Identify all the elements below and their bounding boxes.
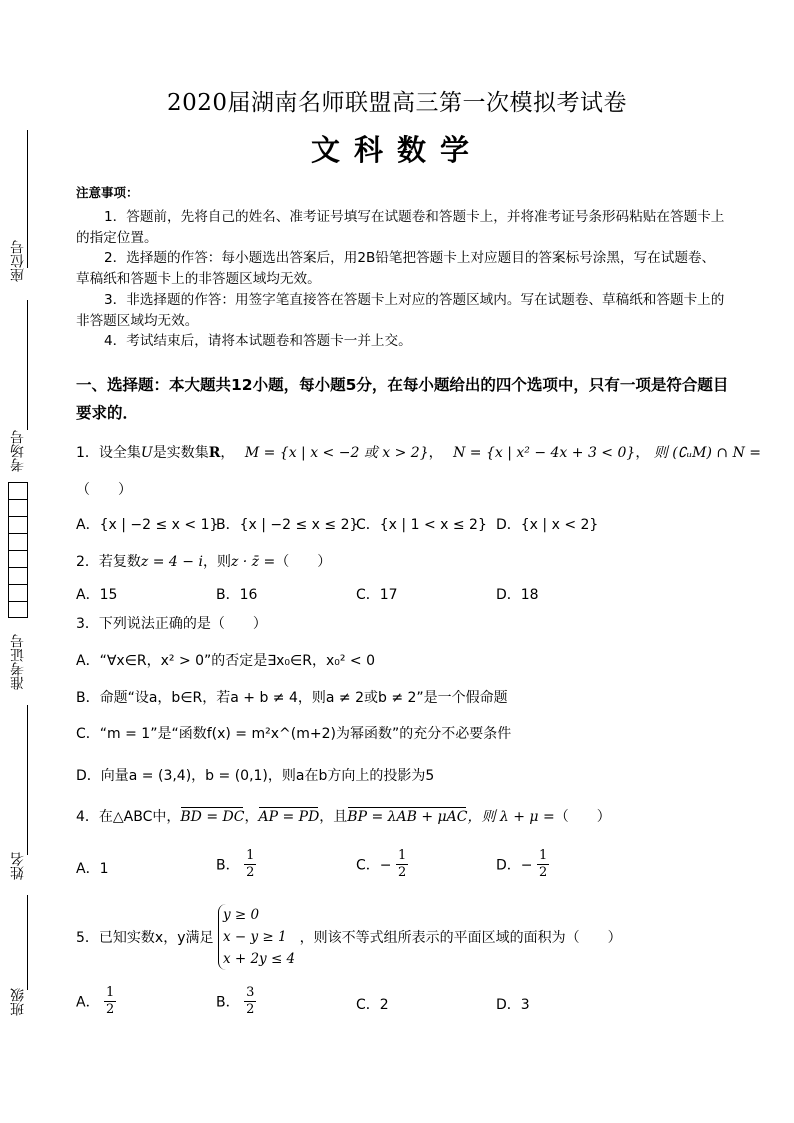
exam-room-label: 考场号 (10, 430, 26, 472)
fraction: $\frac{1}{2}$ (538, 848, 548, 880)
q2-ask: ，则 (202, 554, 231, 570)
fraction: $\frac{1}{2}$ (106, 985, 115, 1017)
admission-number-label: 准考证号 (10, 634, 26, 690)
q2-option-d: D．18 (496, 587, 539, 603)
question-4: 4．在△ABC中，BD = DC，AP = PD，且BP = λAB + μAC，则 λ + μ =（ ） (76, 809, 611, 825)
q1-ask: 则 (∁ᵤM) ∩ N = (653, 445, 762, 461)
q1-option-c: C．{x | 1 < x ≤ 2} (356, 517, 487, 533)
binding-line (27, 300, 28, 430)
q2-expr: z = 4 − i (140, 554, 203, 570)
q2-stem: 2．若复数 (76, 554, 141, 570)
q4-option-a: A．1 (76, 861, 109, 877)
note-item: 2．选择题的作答：每小题选出答案后，用2B铅笔把答题卡上对应题目的答案标号涂黑，写在试题卷、草稿纸和答题卡上的非答题区域均无效。 (76, 250, 716, 287)
q5-option-b: B． $\frac{3}{2}$ (216, 985, 255, 1017)
notes-title: 注意事项： (76, 185, 139, 200)
q2-option-a: A．15 (76, 587, 118, 603)
note-item: 3．非选择题的作答：用签字笔直接答在答题卡上对应的答题区域内。写在试题卷、草稿纸和答题卡上的非答题区域均无效。 (76, 292, 725, 329)
q4-option-d: D．− $\frac{1}{2}$ (496, 848, 548, 880)
q1-stem-b: 是实数集 (152, 445, 209, 461)
q5-option-d: D．3 (496, 997, 530, 1013)
q1-paren: （ ） (76, 482, 132, 498)
q4-stem: 4．在△ABC中， (76, 809, 181, 825)
q1-set-n: N = {x | x² − 4x + 3 < 0} (453, 445, 636, 461)
binding-line (27, 895, 28, 990)
q4-paren: （ ） (554, 809, 611, 825)
exam-title: 2020届湖南名师联盟高三第一次模拟考试卷 (166, 90, 628, 116)
q2-option-c: C．17 (356, 587, 398, 603)
q1-stem-a: 1．设全集 (76, 445, 141, 461)
section-heading: 一、选择题：本大题共12小题，每小题5分，在每小题给出的四个选项中，只有一项是符合题目要求的． (76, 376, 729, 422)
q1-option-d: D．{x | x < 2} (496, 517, 599, 533)
number-grid (8, 482, 28, 618)
subject-title: 文科数学 (310, 133, 483, 167)
q4-ask: ，则 λ + μ = (467, 809, 555, 825)
q3-option-b: B．命题“设a，b∈R，若a + b ≠ 4，则a ≠ 2或b ≠ 2”是一个假命题 (76, 690, 508, 706)
question-3: 3．下列说法正确的是（ ） (76, 616, 267, 632)
q3-option-c: C．“m = 1”是“函数f(x) = m²x^(m+2)为幂函数”的充分不必要条件 (76, 726, 512, 742)
question-2 (76, 551, 331, 571)
question-5 (76, 904, 622, 970)
q5-option-a: A． $\frac{1}{2}$ (76, 985, 115, 1017)
seat-number-label: 座位号 (10, 240, 26, 282)
q4-vector-eq-3: BP = λAB + μAC (347, 809, 468, 825)
class-label: 班级 (10, 988, 26, 1016)
fraction: $\frac{1}{2}$ (397, 848, 407, 880)
q5-ask: ，则该不等式组所表示的平面区域的面积为（ ） (299, 930, 622, 946)
note-item: 1．答题前，先将自己的姓名、准考证号填写在试题卷和答题卡上，并将准考证号条形码粘贴在答题卡上的指定位置。 (76, 209, 725, 246)
q5-option-c: C．2 (356, 997, 389, 1013)
q4-option-b: B． $\frac{1}{2}$ (216, 848, 255, 880)
question-1: 1．设全集U是实数集R， M = {x | x < −2 或 x > 2}， N = {x | x² − 4x + 3 < 0}， 则 (∁ᵤM) ∩ N = (76, 445, 762, 461)
q2-expr2: z · z̄ = (230, 554, 276, 570)
fraction: $\frac{3}{2}$ (246, 985, 255, 1017)
fraction: $\frac{1}{2}$ (246, 848, 255, 880)
q1-option-b: B．{x | −2 ≤ x ≤ 2} (216, 517, 359, 533)
q2-paren: （ ） (275, 554, 332, 570)
q5-stem: 5．已知实数x，y满足 (76, 930, 214, 946)
q2-option-b: B．16 (216, 587, 258, 603)
binding-line (27, 705, 28, 855)
q3-option-d: D．向量a = (3,4)，b = (0,1)，则a在b方向上的投影为5 (76, 768, 435, 784)
q4-vector-eq-1: BD = DC (180, 809, 245, 825)
q4-vector-eq-2: AP = PD (258, 809, 320, 825)
q4-option-c: C．− $\frac{1}{2}$ (356, 848, 407, 880)
q1-set-m: M = {x | x < −2 或 x > 2} (244, 445, 429, 461)
q3-option-a: A．“∀x∈R，x² > 0”的否定是∃x₀∈R，x₀² < 0 (76, 653, 376, 669)
name-label: 姓名 (10, 852, 26, 880)
q5-inequality-system: y ≥ 0 x − y ≥ 1 x + 2y ≤ 4 (218, 904, 295, 970)
note-item: 4．考试结束后，请将本试题卷和答题卡一并上交。 (104, 333, 412, 349)
q1-option-a: A．{x | −2 ≤ x < 1} (76, 517, 219, 533)
